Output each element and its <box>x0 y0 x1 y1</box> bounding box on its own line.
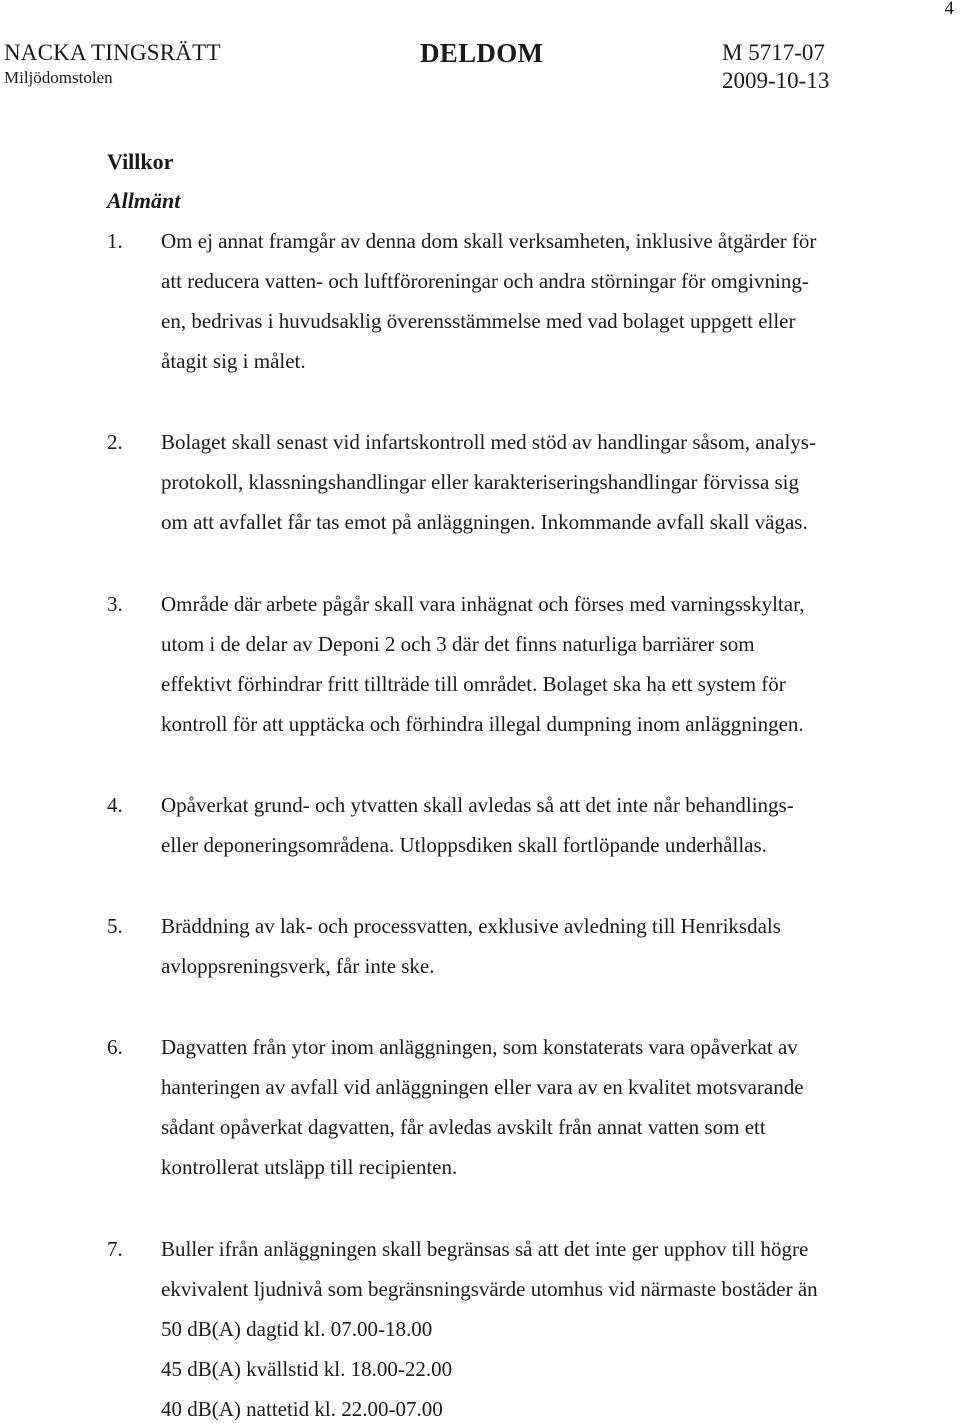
case-date: 2009-10-13 <box>722 68 830 93</box>
item-line: avloppsreningsverk, får inte ske. <box>161 954 435 978</box>
item-line: hanteringen av avfall vid anläggningen eller vara av en kvalitet motsvarande <box>161 1075 804 1099</box>
item-line: Bräddning av lak- och processvatten, exklusive avledning till Henriksdals <box>161 914 781 938</box>
court-division: Miljödomstolen <box>4 68 113 87</box>
item-number: 3. <box>107 592 123 616</box>
item-line: Opåverkat grund- och ytvatten skall avledas så att det inte når behandlings- <box>161 793 794 817</box>
item-line: om att avfallet får tas emot på anläggningen. Inkommande avfall skall vägas. <box>161 510 808 534</box>
item-line: kontroll för att upptäcka och förhindra illegal dumpning inom anläggningen. <box>161 712 804 736</box>
item-line: sådant opåverkat dagvatten, får avledas avskilt från annat vatten som ett <box>161 1115 766 1139</box>
item-line: Bolaget skall senast vid infartskontroll med stöd av handlingar såsom, analys- <box>161 430 816 454</box>
item-line: kontrollerat utsläpp till recipienten. <box>161 1155 458 1179</box>
case-number: M 5717-07 <box>722 40 825 65</box>
item-line: Dagvatten från ytor inom anläggningen, som konstaterats vara opåverkat av <box>161 1035 798 1059</box>
page-number: 4 <box>944 0 954 19</box>
item-number: 4. <box>107 793 123 817</box>
subsection-title: Allmänt <box>107 188 181 213</box>
item-line: ekvivalent ljudnivå som begränsningsvärde utomhus vid närmaste bostäder än <box>161 1277 818 1301</box>
item-line: åtagit sig i målet. <box>161 349 306 373</box>
item-line: protokoll, klassningshandlingar eller karakteriseringshandlingar förvissa sig <box>161 470 800 494</box>
item-line: en, bedrivas i huvudsaklig överensstämmelse med vad bolaget uppgett eller <box>161 309 796 333</box>
item-line: Om ej annat framgår av denna dom skall verksamheten, inklusive åtgärder för <box>161 229 817 253</box>
noise-limit-night: 40 dB(A) nattetid kl. 22.00-07.00 <box>161 1397 443 1421</box>
item-number: 5. <box>107 914 123 938</box>
item-line: Buller ifrån anläggningen skall begränsas så att det inte ger upphov till högre <box>161 1237 809 1261</box>
noise-limit-day: 50 dB(A) dagtid kl. 07.00-18.00 <box>161 1317 433 1341</box>
item-line: eller deponeringsområdena. Utloppsdiken skall fortlöpande underhållas. <box>161 833 767 857</box>
item-number: 6. <box>107 1035 123 1059</box>
document-type: DELDOM <box>420 38 544 68</box>
item-number: 2. <box>107 430 123 454</box>
section-title: Villkor <box>107 149 174 174</box>
item-number: 7. <box>107 1237 123 1261</box>
court-name: NACKA TINGSRÄTT <box>4 40 221 65</box>
item-line: att reducera vatten- och luftföroreningar och andra störningar för omgivning- <box>161 269 809 293</box>
item-line: effektivt förhindrar fritt tillträde till området. Bolaget ska ha ett system för <box>161 672 786 696</box>
noise-limit-evening: 45 dB(A) kvällstid kl. 18.00-22.00 <box>161 1357 453 1381</box>
item-number: 1. <box>107 229 123 253</box>
item-line: Område där arbete pågår skall vara inhägnat och förses med varningsskyltar, <box>161 592 805 616</box>
item-line: utom i de delar av Deponi 2 och 3 där det finns naturliga barriärer som <box>161 632 755 656</box>
